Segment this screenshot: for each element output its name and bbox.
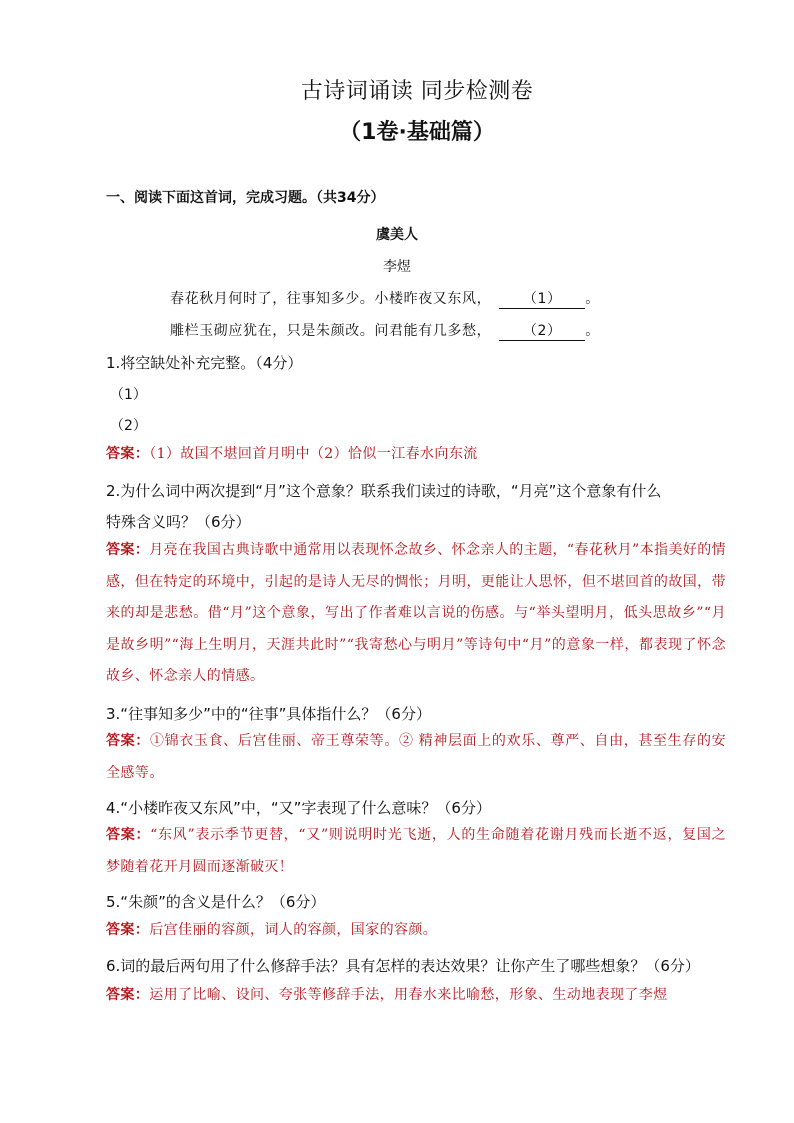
answer-text: ①锦衣玉食、后宫佳丽、帝王尊荣等。② 精神层面上的欢乐、尊严、自由，甚至生存的安全感等。 [106,733,727,781]
poem-line-text: 雕栏玉砌应犹在，只是朱颜改。问君能有几多愁， [170,323,492,339]
answer-6 [106,980,726,1012]
fill-blank-1: （1） [499,288,585,309]
page-subtitle: （1卷·基础篇） [339,120,495,145]
question-6: 6.词的最后两句用了什么修辞手法？具有怎样的表达效果？让你产生了哪些想象？（6分） [106,957,700,975]
question-1-sub-1: （1） [110,387,147,403]
poem-line-2 [170,320,600,341]
answer-text: “东风”表示季节更替，“又”则说明时光飞逝，人的生命随着花谢月残而长逝不返，复国之梦随着花开月圆而逐渐破灭！ [106,827,727,875]
answer-1 [106,439,726,471]
question-2: 2.为什么词中两次提到“月”这个意象？联系我们读过的诗歌，“月亮”这个意象有什么 [106,482,662,500]
poem-period: 。 [585,323,600,339]
answer-label: 答案： [106,827,151,843]
question-4: 4.“小楼昨夜又东风”中，“又”字表现了什么意味？（6分） [106,799,491,817]
answer-label: 答案： [106,446,150,462]
poem-line-1 [170,288,600,309]
answer-text: （1）故国不堪回首月明中（2）恰似一江春水向东流 [149,446,478,462]
question-5: 5.“朱颜”的含义是什么？（6分） [106,893,326,911]
poem-line-text: 春花秋月何时了，往事知多少。小楼昨夜又东风， [170,291,492,307]
fill-blank-2: （2） [499,320,585,341]
question-1-sub-2: （2） [110,418,147,434]
answer-label: 答案： [106,987,150,1003]
answer-label: 答案： [106,542,150,558]
question-2-continued: 特殊含义吗？（6分） [106,513,251,531]
section-heading: 一、阅读下面这首词，完成习题。（共34分） [106,190,385,206]
answer-5 [106,915,726,947]
answer-label: 答案： [106,733,150,749]
answer-2 [106,535,726,693]
question-1: 1.将空缺处补充完整。（4分） [106,354,303,372]
question-3: 3.“往事知多少”中的“往事”具体指什么？（6分） [106,705,431,723]
answer-text: 运用了比喻、设问、夸张等修辞手法，用春水来比喻愁，形象、生动地表现了李煜 [149,987,668,1003]
page-title: 古诗词诵读 同步检测卷 [300,79,534,104]
answer-text: 月亮在我国古典诗歌中通常用以表现怀念故乡、怀念亲人的主题，“春花秋月”本指美好的情感，但在特定的环境中，引起的是诗人无尽的惆怅；月明，更能让人思怀，但不堪回首的故国，带来的却是悲愁。借“月”这个意象，写出了作者难以言说的伤感。与“举头望明月，低头思故乡”“月是故乡明”“海上生明月，天涯共此时”“我寄愁心与明月”等诗句中“月”的意象一样，都表现了怀念故乡、怀念亲人的情感。 [106,542,727,684]
poem-period: 。 [585,291,600,307]
answer-4 [106,820,726,883]
answer-3 [106,726,726,789]
answer-text: 后宫佳丽的容颜，词人的容颜，国家的容颜。 [149,922,438,938]
poem-author: 李煜 [383,259,411,275]
answer-label: 答案： [106,922,150,938]
poem-title: 虞美人 [376,227,418,243]
